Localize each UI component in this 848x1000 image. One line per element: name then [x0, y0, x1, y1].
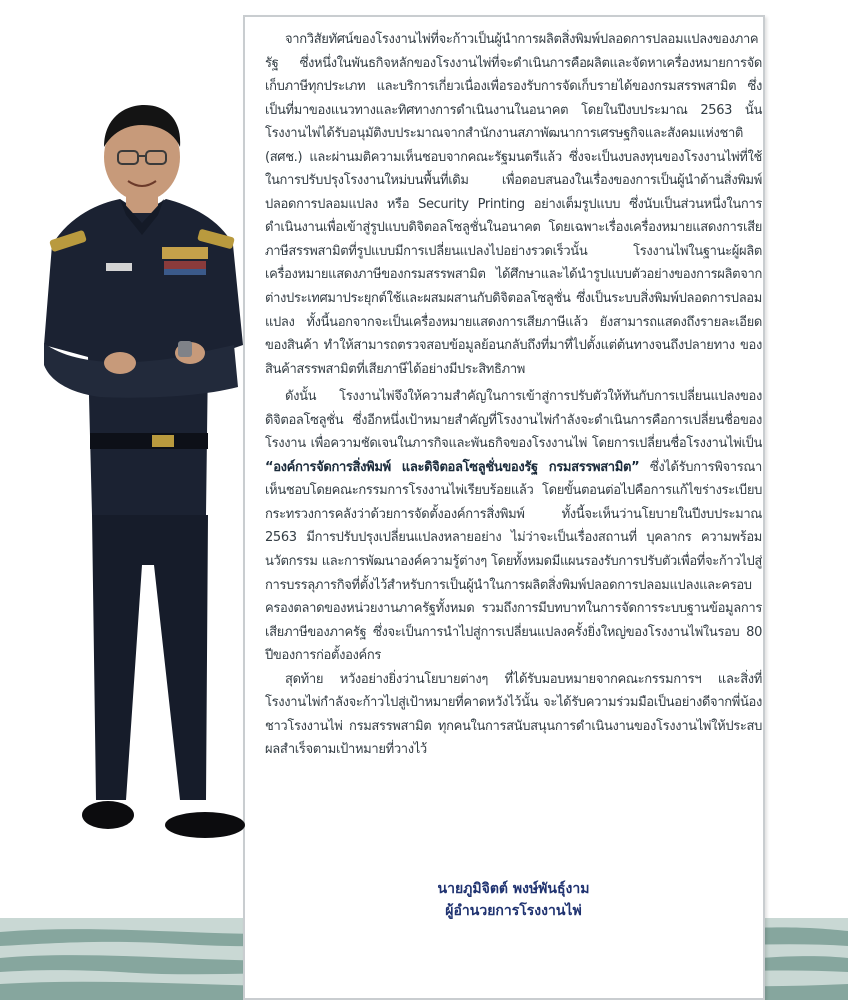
article-paragraph-3: สุดท้าย หวังอย่างยิ่งว่านโยบายต่างๆ ที่ได้รับมอบหมายจากคณะกรรมการฯ และสิ่งที่โรงงานไพ่กำลังจะก้าวไปสู่เป้าหมายที่คาดหวังไว้นั้น จะได้รับความร่วมมือเป็นอย่างดีจากพี่น้องชาวโรงงานไพ่ กรมสรรพสามิต ทุกคนในการสนับสนุนการดำเนินงานของโรงงานไพ่ให้ประสบผลสำเร็จตามเป้าหมายที่วางไว้	[265, 671, 762, 758]
article-paragraph-2-text: ดังนั้น โรงงานไพ่จึงให้ความสำคัญในการเข้าสู่การปรับตัวให้ทันกับการเปลี่ยนแปลงของดิจิตอลโซลูชั่น ซึ่งอีกหนึ่งเป้าหมายสำคัญที่โรงงานไพ่กำลังจะดำเนินการคือการเปลี่ยนชื่อของโรงงาน เพื่อความชัดเจนในภารกิจและพันธกิจของโรงงานไพ่ โดยการเปลี่ยนชื่อโรงงานไพ่เป็น	[265, 389, 762, 452]
article-paragraph-2-text-cont: ซึ่งได้รับการพิจารณาเห็นชอบโดยคณะกรรมการโรงงานไพ่เรียบร้อยแล้ว โดยขั้นตอนต่อไปคือการแก้ไขร่างระเบียบกระทรวงการคลังว่าด้วยการจัดตั้งองค์การสิ่งพิมพ์ ทั้งนี้จะเห็นว่านโยบายในปีงบประมาณ 2563 มีการปรับปรุงเปลี่ยนแปลงหลายอย่าง ไม่ว่าจะเป็นเรื่องสถานที่ บุคลากร ความพร้อม นวัตกรรม และการพัฒนาองค์ความรู้ต่างๆ โดยทั้งหมดมีแผนรองรับการปรับตัวเพื่อที่จะก้าวไปสู่การบรรลุภารกิจที่ตั้งไว้สำหรับการเป็นผู้นำในการผลิตสิ่งพิมพ์ปลอดการปลอมแปลงและครอบครองตลาดของหน่วยงานภาครัฐทั้งหมด รวมถึงการมีบทบาทในการจัดการระบบฐานข้อมูลการเสียภาษีของภาครัฐ ซึ่งจะเป็นการนำไปสู่การเปลี่ยนแปลงครั้งยิ่งใหญ่ของโรงงานไพ่ในรอบ 80 ปีของการก่อตั้งองค์กร	[265, 459, 762, 664]
signature-block	[265, 878, 762, 922]
signatory-title: ผู้อำนวยการโรงงานไพ่	[445, 903, 582, 919]
director-portrait	[30, 95, 255, 875]
article-paragraph-1: จากวิสัยทัศน์ของโรงงานไพ่ที่จะก้าวเป็นผู้นำการผลิตสิ่งพิมพ์ปลอดการปลอมแปลงของภาครัฐ ซึ่งหนึ่งในพันธกิจหลักของโรงงานไพ่ที่จะดำเนินการคือผลิตและจัดหาเครื่องหมายการจัดเก็บภาษีทุกประเภท และบริการเกี่ยวเนื่องเพื่อรองรับการจัดเก็บรายได้ของกรมสรรพสามิต ซึ่งเป็นที่มาของแนวทางและทิศทางการดำเนินงานในอนาคต โดยในปีงบประมาณ 2563 นั้น โรงงานไพ่ได้รับอนุมัติงบประมาณจากสำนักงานสภาพัฒนาการเศรษฐกิจและสังคมแห่งชาติ (สศช.) และผ่านมติความเห็นชอบจากคณะรัฐมนตรีแล้ว ซึ่งจะเป็นงบลงทุนของโรงงานไพ่ที่ใช้ในการปรับปรุงโรงงานใหม่บนพื้นที่เดิม เพื่อตอบสนองในเรื่องของการเป็นผู้นำด้านสิ่งพิมพ์ปลอดการปลอมแปลง หรือ Security Printing อย่างเต็มรูปแบบ ซึ่งนับเป็นส่วนหนึ่งในการดำเนินงานเพื่อเข้าสู่รูปแบบดิจิตอลโซลูชั่นในอนาคต โดยเฉพาะเรื่องเครื่องหมายแสดงการเสียภาษีสรรพสามิตที่รูปแบบมีการเปลี่ยนแปลงไปอย่างรวดเร็วนั้น โรงงานไพ่ในฐานะผู้ผลิตเครื่องหมายแสดงภาษีของกรมสรรพสามิต ได้ศึกษาและได้นำรูปแบบตัวอย่างของการผลิตจากต่างประเทศมาประยุกต์ใช้และผสมผสานกับดิจิตอลโซลูชั่น ซึ่งเป็นระบบสิ่งพิมพ์ปลอดการปลอมแปลง ทั้งนี้นอกจากจะเป็นเครื่องหมายแสดงการเสียภาษีแล้ว ยังสามารถแสดงถึงรายละเอียดของสินค้า ทำให้สามารถตรวจสอบข้อมูลย้อนกลับถึงที่มาที่ไปตั้งแต่ต้นทางจนถึงปลายทาง ของสินค้าสรรพสามิตที่เสียภาษีได้อย่างมีประสิทธิภาพ	[265, 32, 762, 377]
article-paragraph-2	[265, 385, 762, 668]
new-organization-name: “องค์การจัดการสิ่งพิมพ์ และดิจิตอลโซลูชั่นของรัฐ กรมสรรพสามิต”	[265, 459, 640, 475]
article-body	[265, 28, 762, 762]
signatory-name: นายภูมิจิตต์ พงษ์พันธุ์งาม	[437, 881, 590, 897]
